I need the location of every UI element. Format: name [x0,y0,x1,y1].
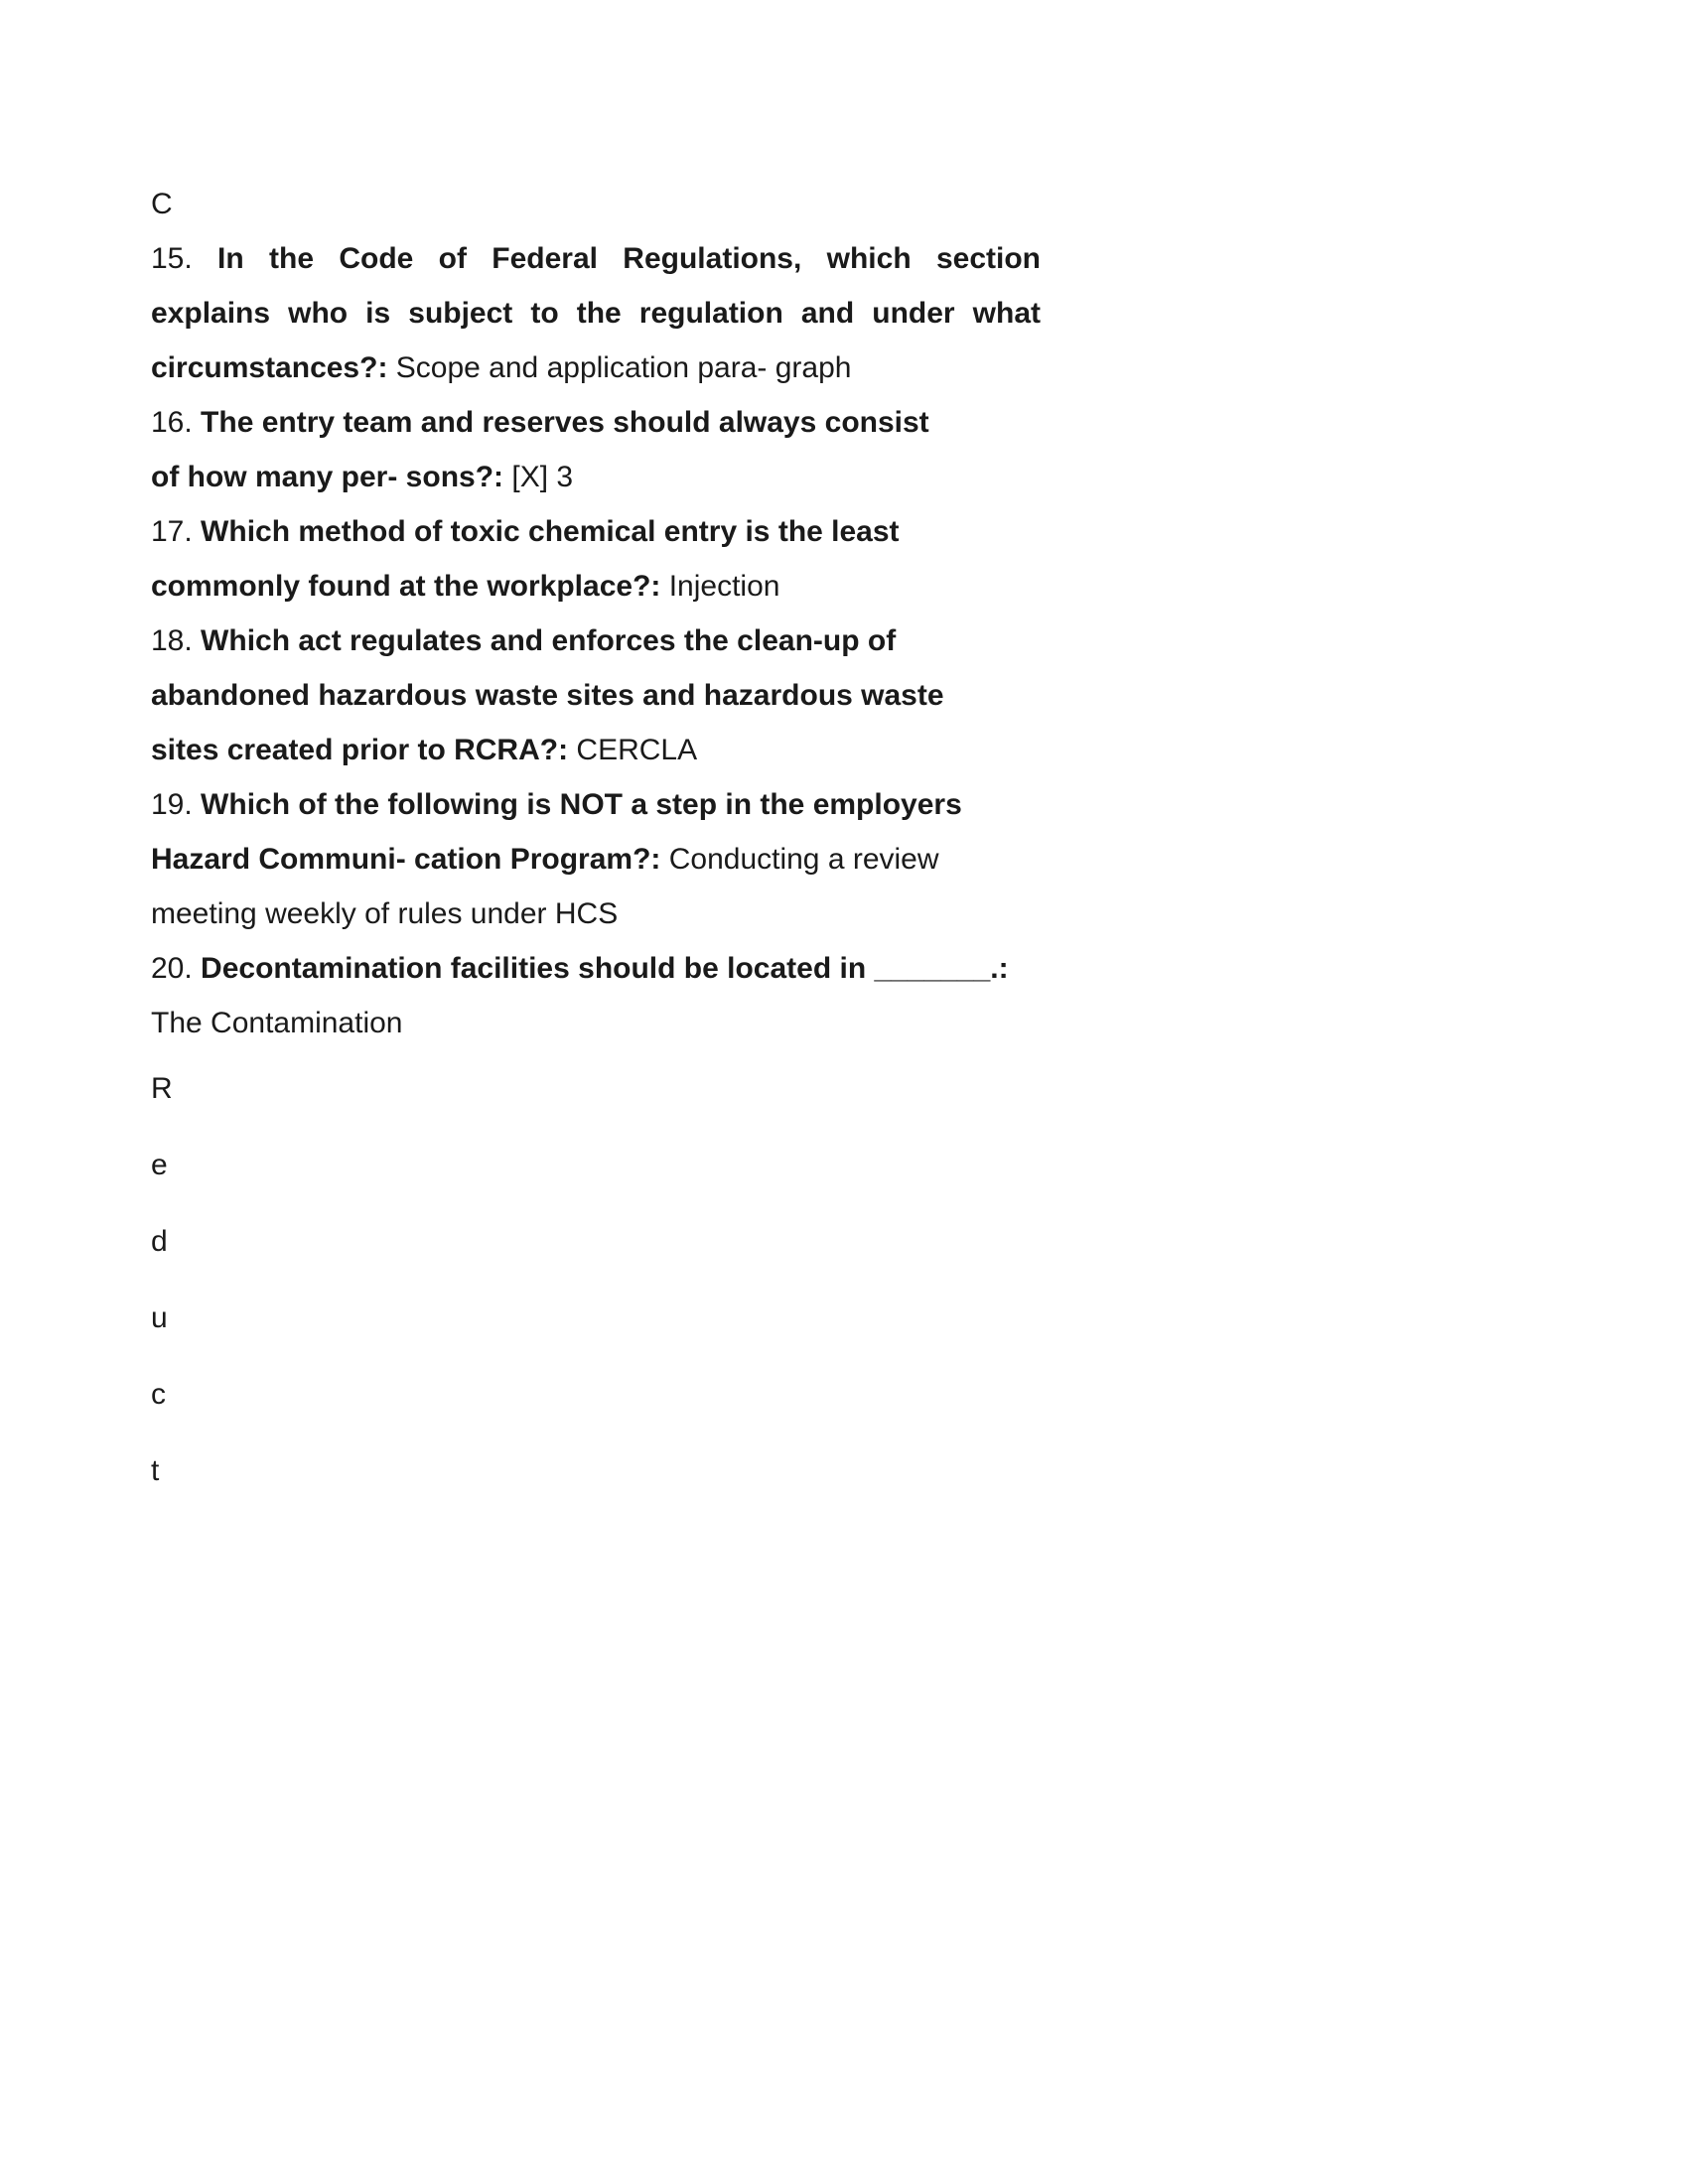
document-line [151,1433,1041,1509]
question-text-segment: Hazard Communi- cation Program?: [151,843,669,876]
answer-text-segment: d [151,1225,168,1258]
document-line [151,996,1041,1050]
document-line [151,887,1041,941]
document-line [151,559,1041,614]
answer-text-segment: 20. [151,952,202,985]
document-line [151,777,1041,832]
document-line [151,1356,1041,1433]
answer-text-segment: c [151,1378,166,1411]
document-line [151,723,1041,777]
document-line [151,231,1041,286]
question-text-segment: abandoned hazardous waste sites and hazardous waste [151,679,944,712]
answer-text-segment: [X] 3 [511,461,574,493]
answer-text-segment: 16. [151,406,202,439]
question-text-segment: explains who is subject to the regulation and under what [151,297,1041,330]
question-text-segment: The entry team and reserves should always consist [201,406,929,439]
answer-text-segment: Scope and application para- graph [395,351,852,384]
document-line [151,614,1041,668]
document-line [151,1203,1041,1280]
answer-text-segment: u [151,1301,168,1334]
question-text-segment: of how many per- sons?: [151,461,512,493]
document-line [151,1127,1041,1203]
document-page [151,177,1041,1509]
document-line [151,832,1041,887]
answer-text-segment: t [151,1454,160,1487]
answer-text-segment: R [151,1072,173,1105]
document-line [151,668,1041,723]
question-text-segment: Which act regulates and enforces the clean-up of [201,624,897,657]
question-text-segment: commonly found at the workplace?: [151,570,669,603]
document-line [151,395,1041,450]
answer-text-segment: e [151,1149,168,1181]
question-text-segment: Decontamination facilities should be located in _______.: [201,952,1009,985]
document-line [151,450,1041,504]
answer-text-segment: 18. [151,624,202,657]
question-text-segment: In the Code of Federal Regulations, which section [217,242,1041,275]
answer-text-segment: meeting weekly of rules under HCS [151,897,619,930]
answer-text-segment: Conducting a review [668,843,939,876]
document-line [151,177,1041,231]
answer-text-segment: The Contamination [151,1007,403,1039]
document-line [151,341,1041,395]
question-text-segment: sites created prior to RCRA?: [151,734,577,766]
document-line [151,1280,1041,1356]
question-text-segment: Which method of toxic chemical entry is the least [201,515,900,548]
document-line [151,504,1041,559]
document-line [151,286,1041,341]
answer-text-segment: C [151,188,173,220]
question-text-segment: Which of the following is NOT a step in the employers [201,788,962,821]
document-line [151,1050,1041,1127]
question-text-segment: circumstances?: [151,351,396,384]
answer-text-segment: Injection [668,570,780,603]
answer-text-segment: 15. [151,242,218,275]
answer-text-segment: CERCLA [576,734,698,766]
document-line [151,941,1041,996]
answer-text-segment: 17. [151,515,202,548]
answer-text-segment: 19. [151,788,202,821]
